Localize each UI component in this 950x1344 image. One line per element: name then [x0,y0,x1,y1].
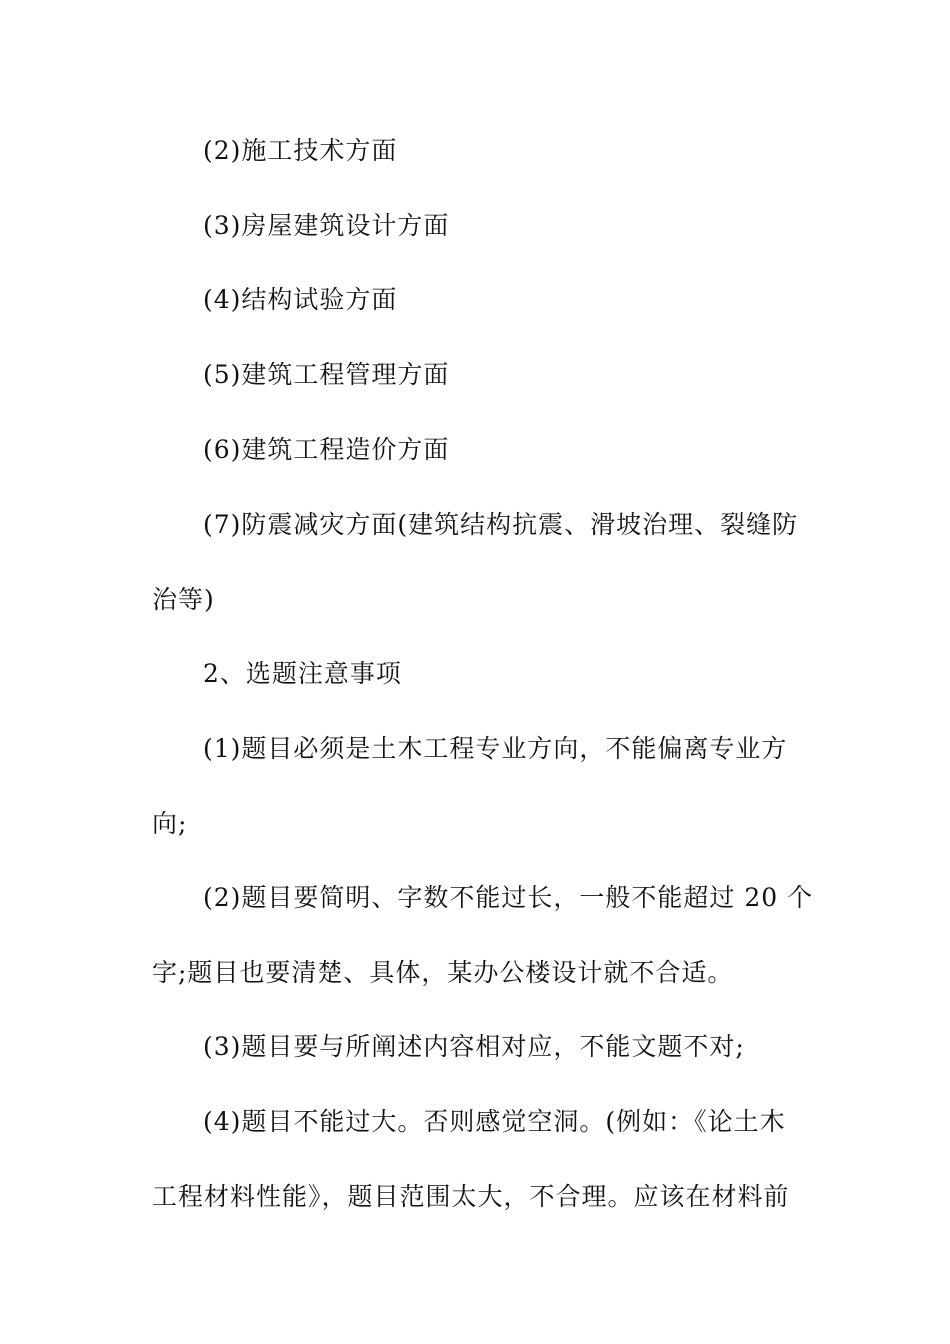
note-item-4: (4)题目不能过大。否则感觉空洞。(例如：《论土木 [203,1107,786,1136]
note-item-1-continued: 向; [152,809,188,838]
list-item-disaster-prevention: (7)防震减灾方面(建筑结构抗震、滑坡治理、裂缝防 [203,510,799,539]
list-item-construction-technology: (2)施工技术方面 [203,136,398,165]
list-item-engineering-cost: (6)建筑工程造价方面 [203,435,450,464]
note-item-2: (2)题目要简明、字数不能过长，一般不能超过 20 个 [203,883,814,912]
section-heading: 2、选题注意事项 [203,659,402,688]
note-item-3: (3)题目要与所阐述内容相对应，不能文题不对; [203,1032,745,1061]
note-item-4-continued: 工程材料性能》，题目范围太大，不合理。应该在材料前 [152,1182,790,1211]
note-item-1: (1)题目必须是土木工程专业方向，不能偏离专业方 [203,734,788,763]
note-item-2-continued: 字;题目也要清楚、具体，某办公楼设计就不合适。 [152,958,734,987]
list-item-disaster-prevention-continued: 治等) [152,585,215,614]
list-item-engineering-management: (5)建筑工程管理方面 [203,360,450,389]
list-item-building-design: (3)房屋建筑设计方面 [203,211,450,240]
list-item-structural-testing: (4)结构试验方面 [203,285,398,314]
